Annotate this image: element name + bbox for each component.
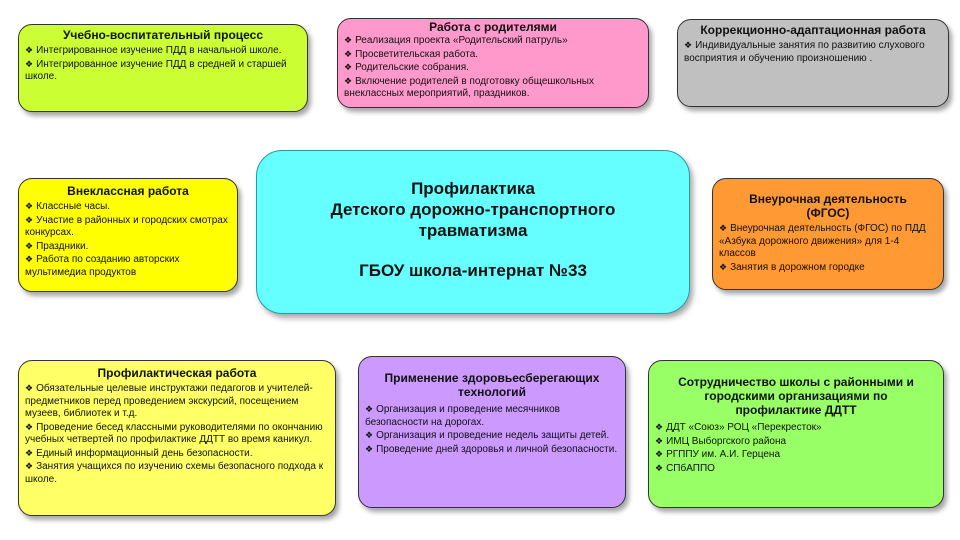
box-title: Профилактическая работа — [97, 366, 257, 380]
diamond-bullet-icon: ❖ — [655, 435, 664, 446]
list-item: ❖ Реализация проекта «Родительский патруль» — [344, 35, 568, 46]
diamond-bullet-icon: ❖ — [365, 443, 374, 454]
diamond-bullet-icon: ❖ — [25, 214, 34, 225]
diamond-bullet-icon: ❖ — [25, 45, 34, 55]
diamond-bullet-icon: ❖ — [25, 254, 34, 264]
list-item: ❖ Проведение бесед классными руководителями по окончанию учебных четвертей по профилактике ДДТТ во время каникул. — [25, 421, 323, 445]
list-item: ❖ Занятия учащихся по изучению схемы безопасного подхода к школе. — [25, 461, 324, 485]
diamond-bullet-icon: ❖ — [719, 223, 728, 233]
bullet-list — [25, 382, 329, 486]
diamond-bullet-icon: ❖ — [25, 383, 34, 393]
bullet-list — [25, 200, 231, 279]
box-title: Сотрудничество школы с районными и городскими организациями по профилактике ДДТТ — [678, 375, 914, 417]
bullet-list — [684, 39, 942, 65]
box-title: Работа с родителями — [429, 20, 557, 34]
center-title-line: травматизма — [418, 221, 528, 240]
bullet-list — [25, 44, 301, 84]
list-item: ❖ Родительские собрания. — [344, 62, 469, 73]
box-correction-work — [677, 19, 949, 107]
box-title: Применение здоровьесберегающих технологий — [384, 371, 600, 399]
diamond-bullet-icon: ❖ — [25, 58, 34, 69]
box-title: Внеурочная деятельность (ФГОС) — [749, 192, 907, 220]
diamond-bullet-icon: ❖ — [25, 421, 34, 432]
list-item: ❖ Организация и проведение недель защиты детей. — [365, 430, 610, 441]
diamond-bullet-icon: ❖ — [25, 201, 34, 211]
diamond-bullet-icon: ❖ — [365, 404, 374, 414]
center-title-line: Профилактика — [411, 179, 535, 198]
diamond-bullet-icon: ❖ — [344, 75, 353, 86]
box-health-saving-technologies — [358, 356, 626, 508]
bullet-list — [719, 222, 937, 274]
list-item: ❖ РГППУ им. А.И. Герцена — [655, 449, 781, 460]
list-item: ❖ ДДТ «Союз» РОЦ «Перекресток» — [655, 422, 822, 433]
list-item: ❖ Классные часы. — [25, 201, 111, 212]
school-name: ГБОУ школа-интернат №33 — [359, 261, 587, 280]
bullet-list — [655, 421, 937, 475]
diamond-bullet-icon: ❖ — [719, 261, 728, 272]
list-item: ❖ Занятия в дорожном городке — [719, 261, 865, 273]
diamond-bullet-icon: ❖ — [365, 430, 374, 440]
list-item: ❖ Единый информационный день безопасности. — [25, 447, 253, 459]
diamond-bullet-icon: ❖ — [25, 461, 34, 471]
diamond-bullet-icon: ❖ — [344, 48, 353, 59]
bullet-list — [344, 34, 642, 101]
list-item: ❖ Организация и проведение месячников безопасности на дорогах. — [365, 404, 560, 428]
bullet-list — [365, 403, 619, 456]
center-title-block — [256, 150, 690, 314]
list-item: ❖ Индивидуальные занятия по развитию слухового восприятия и обучению произношению . — [684, 40, 925, 64]
box-educational-process — [18, 24, 308, 112]
box-extracurricular-work — [18, 178, 238, 292]
box-title: Внеклассная работа — [67, 184, 189, 198]
box-cooperation — [648, 360, 944, 508]
list-item: ❖ Интегрированное изучение ПДД в средней и старшей школе. — [25, 58, 287, 82]
box-title: Коррекционно-адаптационная работа — [700, 23, 926, 37]
diamond-bullet-icon: ❖ — [655, 462, 664, 473]
list-item: ❖ Просветительская работа. — [344, 48, 479, 60]
list-item: ❖ Включение родителей в подготовку общешкольных внеклассных мероприятий, праздников. — [344, 75, 594, 99]
list-item: ❖ Проведение дней здоровья и личной безопасности. — [365, 443, 618, 455]
list-item: ❖ Участие в районных и городских смотрах конкурсах. — [25, 214, 228, 238]
diamond-bullet-icon: ❖ — [344, 62, 353, 72]
list-item: ❖ СПбАППО — [655, 462, 715, 474]
diamond-bullet-icon: ❖ — [655, 449, 664, 459]
box-preventive-work — [18, 360, 336, 516]
diamond-bullet-icon: ❖ — [344, 35, 353, 45]
diamond-bullet-icon: ❖ — [655, 422, 664, 432]
diamond-bullet-icon: ❖ — [684, 40, 693, 50]
list-item: ❖ ИМЦ Выборгского района — [655, 435, 787, 447]
list-item: ❖ Работа по созданию авторских мультимедиа продуктов — [25, 254, 180, 278]
list-item: ❖ Внеурочная деятельность (ФГОС) по ПДД «Азбука дорожного движения» для 1-4 классов — [719, 223, 926, 259]
box-out-of-class-activity — [712, 178, 944, 290]
list-item: ❖ Праздники. — [25, 240, 89, 252]
center-title-line: Детского дорожно-транспортного — [330, 200, 616, 219]
box-work-with-parents — [337, 18, 649, 108]
diamond-bullet-icon: ❖ — [25, 240, 34, 251]
box-title: Учебно-воспитательный процесс — [62, 28, 264, 42]
list-item: ❖ Интегрированное изучение ПДД в начальной школе. — [25, 45, 282, 56]
diamond-bullet-icon: ❖ — [25, 447, 34, 458]
list-item: ❖ Обязательные целевые инструктажи педагогов и учителей-предметников перед проведением экскурсий, посещением музеев, библиотек и т.д. — [25, 383, 313, 419]
